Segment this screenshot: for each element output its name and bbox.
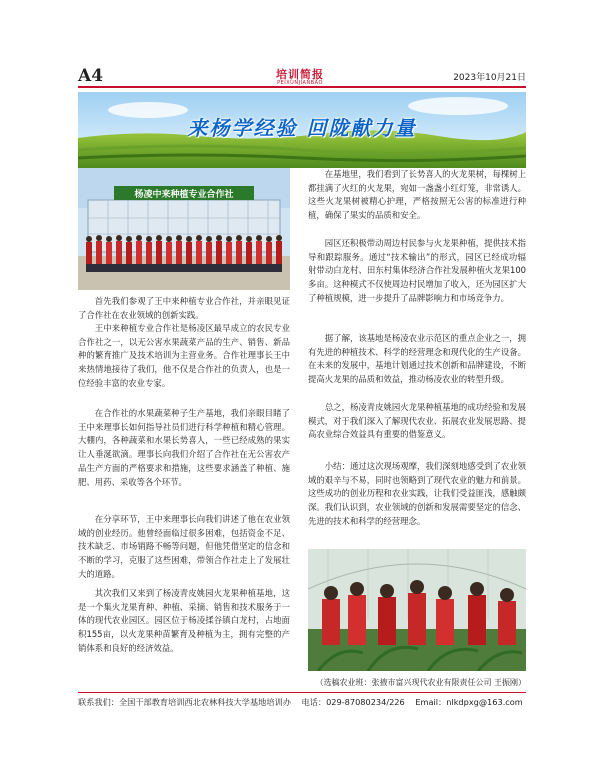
banner-title: 来杨学经验 回陇献力量 — [187, 116, 417, 140]
footer-contact — [78, 697, 526, 708]
footer-contact-org: 联系我们：全国干部教育培训西北农林科技大学基地培训办 — [78, 697, 291, 707]
footer-phone: 电话：029-87080234/226 — [301, 697, 405, 707]
article-paragraph: 在分享环节，王中来理事长向我们讲述了他在农业领域的创业经历。他曾经面临过很多困难，包括资金不足、技术缺乏、市场销路不畅等问题，但他凭借坚定的信念和不断的学习，克服了这些困难，带领合作社走上了发展壮大的道路。 — [78, 514, 290, 579]
article-paragraph: 王中来种植专业合作社是杨凌区最早成立的农民专业合作社之一，以无公害水果蔬菜产品的生产、销售、新品种的繁育推广及技术培训为主营业务。合作社理事长王中来热情地接待了我们，他不仅是合作社的负责人，也是一位经验丰富的农业专家。 — [78, 323, 290, 388]
banner — [78, 92, 526, 168]
article-paragraph: 在基地里，我们看到了长势喜人的火龙果树，每棵树上都挂满了火红的火龙果，宛如一盏盏小红灯笼，非常诱人。这些火龙果树被精心护理，严格按照无公害的标准进行种植，确保了果实的品质和安全。 — [308, 169, 526, 221]
publication-pinyin: PEIXUNJIANBAO — [277, 80, 323, 86]
article-paragraph: 首先我们参观了王中来种植专业合作社，并亲眼见证了合作社在农业领域的创新实践。 — [78, 296, 290, 320]
cooperative-group-photo — [78, 168, 290, 290]
page-number: A4 — [78, 66, 104, 86]
publication-name: 培训简报 — [276, 68, 324, 81]
greenhouse-visit-photo — [308, 549, 526, 671]
article-paragraph: 园区还积极带动周边村民参与火龙果种植，提供技术指导和跟踪服务。通过“技术输出”的形式，园区已经成功辐射带动白龙村、田东村集体经济合作社发展种植火龙果100多亩。这种模式不仅使周边村民增加了收入，还为园区扩大了种植规模，进一步提升了品牌影响力和市场竞争力。 — [308, 238, 526, 303]
cooperative-sign: 杨凌中来种植专业合作社 — [134, 190, 234, 200]
article-paragraph: 据了解，该基地是杨凌农业示范区的重点企业之一，拥有先进的种植技术、科学的经营理念和现代化的生产设备。在未来的发展中，基地计划通过技术创新和品牌建设，不断提高火龙果的品质和效益，推动杨凌农业的转型升级。 — [308, 333, 526, 385]
article-byline: （选稿农业班：张掖市富兴现代农业有限责任公司 王振刚） — [315, 678, 526, 687]
article-paragraph: 在合作社的水果蔬菜种子生产基地，我们亲眼目睹了王中来理事长如何指导社员们进行科学种植和精心管理。大棚内，各种蔬菜和水果长势喜人，一些已经成熟的果实让人垂涎欲滴。理事长向我们介绍了合作社在无公害农产品生产方面的严格要求和措施，这些要求涵盖了种植、施肥、用药、采收等各个环节。 — [78, 408, 290, 487]
issue-date: 2023年10月21日 — [453, 73, 526, 83]
article-paragraph: 其次我们又来到了杨凌青皮姚园火龙果种植基地，这是一个集火龙果育种、种植、采摘、销售和技术服务于一体的现代农业园区。园区位于杨凌揉谷镇白龙村，占地面积155亩，以火龙果种苗繁育及种植为主，拥有完整的产销体系和良好的经济效益。 — [78, 588, 290, 653]
article-paragraph: 总之，杨凌青皮姚园火龙果种植基地的成功经验和发展模式，对于我们深入了解现代农业、拓展农业发展思路、提高农业综合效益具有重要的借鉴意义。 — [308, 402, 526, 440]
footer-email[interactable]: Email：nlkdpxg@163.com — [415, 697, 523, 707]
header-rule — [78, 86, 526, 88]
article-paragraph: 小结：通过这次现场观摩，我们深刻地感受到了农业领域的艰辛与不易，同时也领略到了现代农业的魅力和前景。这些成功的创业历程和农业实践，让我们受益匪浅，感触颇深。我们认识到，农业领域的创新和发展需要坚定的信念、先进的技术和科学的经营理念。 — [308, 461, 526, 526]
footer-rule — [78, 692, 526, 693]
